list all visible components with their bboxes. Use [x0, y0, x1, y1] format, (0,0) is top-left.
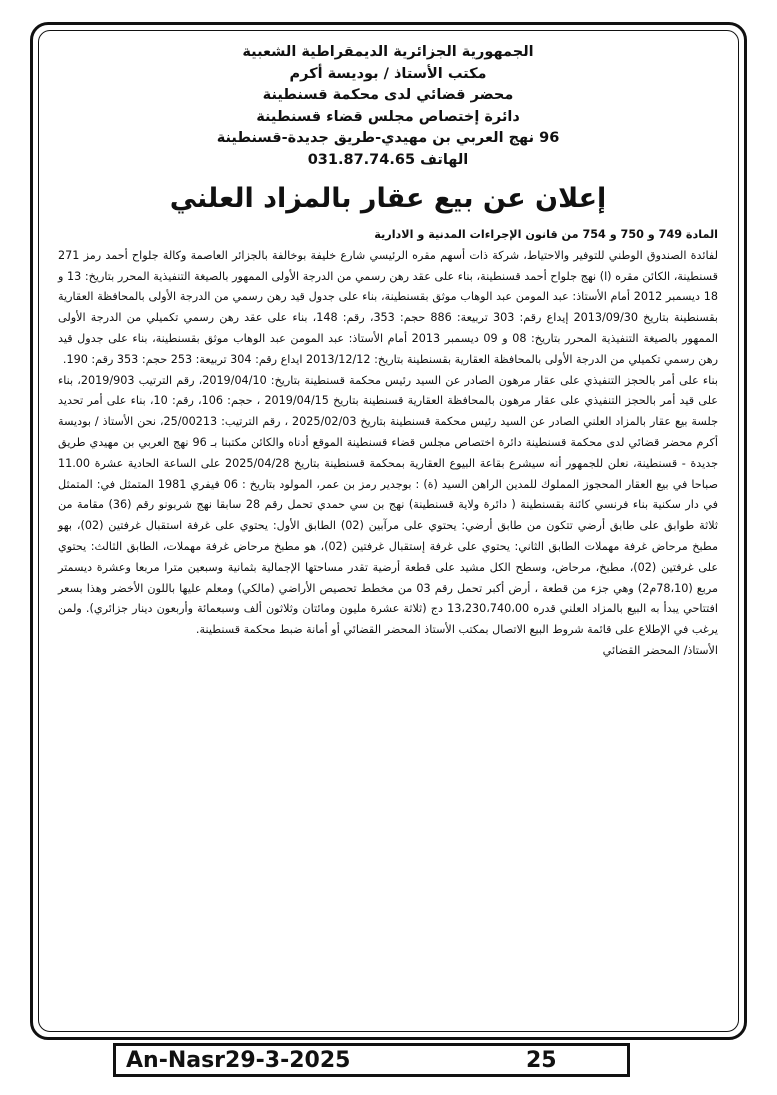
announcement-body [58, 225, 718, 662]
header-address: 96 نهج العربي بن مهيدي-طريق جديدة-قسنطينة [216, 130, 560, 146]
header-office: مكتب الأستاذ / بوديسة أكرم [289, 65, 487, 82]
paragraph: لفائدة الصندوق الوطني للتوفير والاحتياط، شركة ذات أسهم مقره الرئيسي شارع خليفة بوخالفة بالجزائر العاصمة وكالة جلواح أحمد رمز 271 قسنطينة، الكائن مقره (ا) نهج جلواح أحمد قسنطينة، بناء على عقد رهن رسمي من الدرجة الأولى الممهور بالصيغة التنفيذية المحرر بتاريخ: 13 و 18 ديسمبر 2012 أمام الأستاذ: عبد المومن عبد الوهاب موثق بقسنطينة، بناء على جدول قيد رهن رسمي من الدرجة الأولى بالمحافظة العقارية بقسنطينة بتاريخ 2013/09/30 إيداع رقم: 303 تربيعة: 886 حجم: 353، رقم: 148، بناء على عقد رهن رسمي تكميلي من الدرجة الأولى الممهور بالصيغة التنفيذية المحرر بتاريخ: 08 و 09 ديسمبر 2013 أمام الأستاذ: عبد المومن عبد الوهاب موثق بقسنطينة، بناء على جدول قيد رهن رسمي تكميلي من الدرجة الأولى بالمحافظة العقارية بقسنطينة بتاريخ: 2013/12/12 ايداع رقم: 304 تربيعة: 253 حجم: 353 رقم: 190. [58, 248, 718, 366]
announcement-title: إعلان عن بيع عقار بالمزاد العلني [169, 183, 607, 214]
signature: الأستاذ/ المحضر القضائي [602, 643, 718, 657]
header-role: محضر قضائي لدى محكمة قسنطينة [262, 87, 514, 103]
footer-box [113, 1043, 630, 1077]
phone-number: 031.87.74.65 [307, 151, 416, 168]
header-jurisdiction: دائرة إختصاص مجلس قضاء قسنطينة [256, 108, 520, 125]
publication-date: An-Nasr29-3-2025 [126, 1048, 351, 1073]
phone-label: الهاتف [420, 151, 469, 168]
header-country: الجمهورية الجزائرية الديمقراطية الشعبية [242, 44, 534, 60]
paragraph: بناء على أمر بالحجز التنفيذي على عقار مرهون الصادر عن السيد رئيس محكمة قسنطينة بتاريخ: 2019/04/10، رقم الترتيب 2019/903، بناء على قيد أمر بالحجز التنفيذي على عقار مرهون بالمحافظة العقارية قسنطينة بتاريخ 2019/04/15 ، حجم: 106، رقم: 10، بناء على أمر تحديد جلسة بيع عقار بالمزاد العلني الصادر عن السيد رئيس محكمة قسنطينة بتاريخ 2025/02/03 ، رقم الترتيب: 25/00213، نحن الأستاذ / بوديسة أكرم محضر قضائي لدى محكمة قسنطينة دائرة اختصاص مجلس قضاء قسنطينة الموقع أدناه والكائن مكتبنا بـ 96 نهج العربي بن مهيدي طريق جديدة - قسنطينة، نعلن للجمهور أنه سيشرع بقاعة البيوع العقارية بمحكمة قسنطينة بتاريخ 2025/04/28 على الساعة الحادية عشرة 11.00 صباحا في بيع العقار المحجوز المملوك للمدين الراهن السيد (ة) : بوجدير رمز بن عمر، المولود بتاريخ : 06 فيفري 1981 المتمثل في: المتمثل في دار سكنية بناء فرنسي كائنة بقسنطينة ( دائرة ولاية قسنطينة) نهج بن سي حمدي تحمل رقم 28 سابقا نهج شربونو رقم (36) مقامة من ثلاثة طوابق على طابق أرضي تتكون من طابق أرضي: يحتوي على مرآبين (02) الطابق الأول: يحتوي على غرفة استقبال غرفتين (02)، بهو مطبخ مرحاض غرفة مهملات الطابق الثاني: يحتوي على غرفة إستقبال غرفتين (02)، هو مطبخ مرحاض غرفة مهملات، الطابق الثالث: يحتوي على غرفتين (02)، مطبخ، مرحاض، وسطح الكل مشيد على قطعة أرضية تقدر مساحتها الإجمالية بثمانية وسبعين مترا مربعا وعشرة ديسمتر مربع (78،10م2) وهي جزء من قطعة ، أرض أكبر تحمل رقم 03 من مخطط تحصيص الأراضي (مالكي) ومعلم عليها باللون الأخضر وهذا بسعر افتتاحي يبدأ به البيع بالمزاد العلني قدره 13،230،740،00 دج (ثلاثة عشرة مليون ومائتان وثلاثون ألف وسبعمائة وأربعون دينار جزائري). ولمن يرغب في الإطلاع على قائمة شروط البيع الاتصال بمكتب الأستاذ المحضر القضائي أو أمانة ضبط محكمة قسنطينة. [58, 373, 719, 637]
announcement [58, 42, 718, 662]
article-reference: المادة 749 و 750 و 754 من قانون الإجراءات المدنية و الادارية [374, 228, 718, 241]
page-number: 25 [526, 1048, 557, 1073]
header-phone-line [58, 150, 718, 172]
